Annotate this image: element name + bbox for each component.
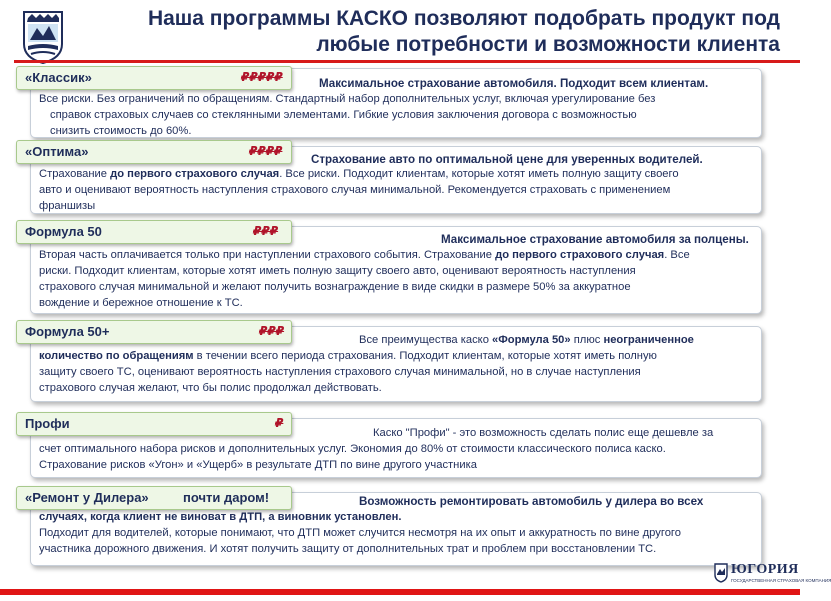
- title-line-1: Наша программы КАСКО позволяют подобрать продукт под: [147, 7, 780, 30]
- product-name: «Классик»: [25, 70, 92, 85]
- footer-divider: [0, 589, 800, 595]
- price-level: ₽: [275, 416, 284, 430]
- promo-label: почти даром!: [183, 490, 270, 505]
- product-tab-profi[interactable]: [16, 412, 292, 436]
- product-headline: Страхование авто по оптимальной цене для уверенных водителей.: [311, 153, 703, 166]
- product-tab-formula50plus[interactable]: [16, 320, 292, 344]
- product-name: «Ремонт у Дилера»: [25, 490, 149, 505]
- product-description: Страхование до первого страхового случая. Все риски. Подходит клиентам, которые хотят иметь полную защиту своего авто и оценивают вероятность наступления страхового случая минимальной. Рекомендуется страховать с применением франшизы: [39, 168, 679, 212]
- page-title: [80, 6, 780, 58]
- title-divider: [14, 60, 800, 63]
- product-headline: Возможность ремонтировать автомобиль у дилера во всех: [359, 495, 704, 508]
- product-description: Все преимущества каско «Формула 50» плюс неограниченное количество по обращениям в течении всего периода страхования. Подходит клиентам, которые хотят иметь полную защиту своего ТС, оценивают вероятность наступления страхового случая минимальной, но в случае наступления страхового случая желают, что бы полис продолжал действовать.: [39, 334, 694, 394]
- price-level: ₽₽₽: [259, 324, 285, 338]
- product-tab-formula50[interactable]: [16, 220, 292, 244]
- brand-name: ЮГОРИЯ: [731, 562, 799, 577]
- product-tab-dealer-repair[interactable]: [16, 486, 292, 510]
- product-tab-optima[interactable]: [16, 140, 292, 164]
- price-level: ₽₽₽₽₽: [241, 70, 283, 84]
- price-level: ₽₽₽₽: [249, 144, 283, 158]
- product-name: Формула 50: [25, 224, 102, 239]
- product-headline: Максимальное страхование автомобиля. Подходит всем клиентам.: [319, 77, 709, 90]
- yugoria-crest-icon: [714, 563, 728, 583]
- product-description: случаях, когда клиент не виноват в ДТП, а виновник установлен. Подходит для водителей, которые понимают, что ДТП может случится несмотря на их опыт и аккуратность по вине другого участника дорожного движения. И хотят получить защиту от дополнительных трат и проблем при восстановлении ТС.: [39, 511, 681, 555]
- product-tab-classic[interactable]: [16, 66, 292, 90]
- title-line-2: любые потребности и возможности клиента: [316, 33, 780, 56]
- product-name: Профи: [25, 416, 70, 431]
- product-name: «Оптима»: [25, 144, 89, 159]
- product-headline: Максимальное страхование автомобиля за полцены.: [441, 233, 749, 246]
- brand-logo: [714, 562, 831, 586]
- price-level: ₽₽₽: [253, 224, 279, 238]
- product-description: Вторая часть оплачивается только при наступлении страхового события. Страхование до первого страхового случая. Все риски. Подходит клиентам, которые хотят иметь полную защиту своего авто, оценивают вероятность наступления страхового случая минимальной и желают получить вознаграждение в виде скидки в размере 50% за аккуратное вождение и бережное отношение к ТС.: [39, 249, 690, 309]
- product-description: Все риски. Без ограничений по обращениям. Стандартный набор дополнительных услуг, включая урегулирование без справок страховых случаев со стеклянными элементами. Гибкие условия заключения договора с возможностью снизить стоимость до 60%.: [39, 93, 656, 137]
- yugoria-emblem-icon: [22, 10, 64, 64]
- product-name: Формула 50+: [25, 324, 110, 339]
- brand-subtitle: ГОСУДАРСТВЕННАЯ СТРАХОВАЯ КОМПАНИЯ: [731, 578, 831, 583]
- product-description: Каско "Профи" - это возможность сделать полис еще дешевле за счет оптимального набора рисков и дополнительных услуг. Экономия до 80% от стоимости классического полиса каско. Страхование рисков «Угон» и «Ущерб» в результате ДТП по вине другого участника: [39, 427, 714, 471]
